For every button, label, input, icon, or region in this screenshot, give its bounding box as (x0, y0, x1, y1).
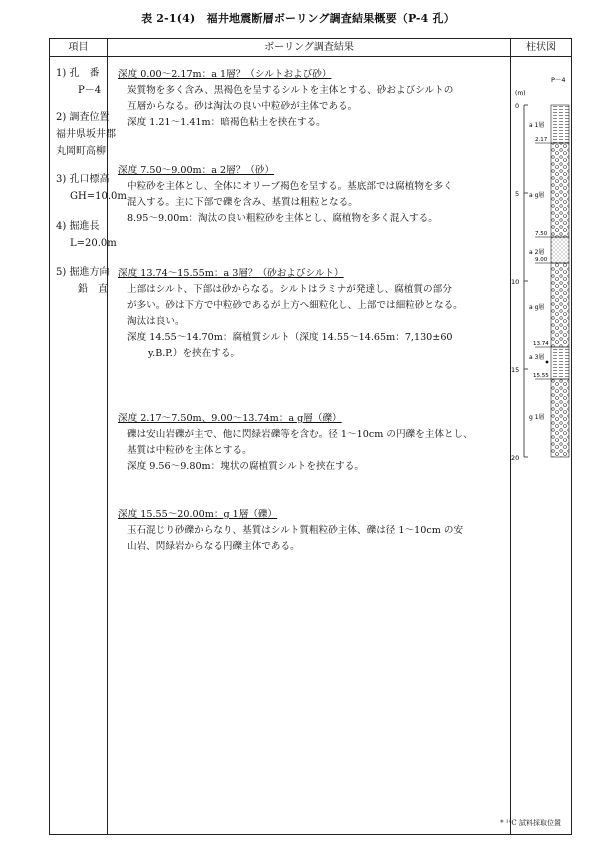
boundary-depth-label: 9.00 (535, 257, 548, 263)
section-text: 互層からなる。砂は淘汰の良い中粒砂が主体である。 (127, 101, 358, 112)
section-text: 淘汰は良い。 (127, 316, 185, 327)
stratum-a1 (551, 105, 569, 143)
section-text: 山岩、閃緑岩からなる円礫主体である。 (127, 541, 300, 552)
items-column (56, 65, 127, 298)
section-text: 8.95～9.00m：淘汰の良い粗粒砂を主体とし、腐植物を多く混入する。 (127, 213, 438, 224)
section-text: 炭質物を多く含み、黒褐色を呈するシルトを主体とする、砂およびシルトの (127, 85, 454, 96)
item-value: 丸岡町高柳 (56, 146, 106, 157)
item-label: 3) 孔口標高 (56, 174, 110, 185)
section-heading: 深度 0.00～2.17m：a 1層？（シルトおよび砂） (118, 69, 332, 80)
depth-tick-group (524, 105, 528, 457)
section-text: が多い。砂は下方で中粒砂であるが上方へ細粒化し、上部では細粒砂となる。 (127, 300, 463, 311)
sample-position-marker (546, 361, 549, 364)
footnote: * ¹⁴C 試料採取位置 (500, 819, 561, 827)
depth-tick-label: 15 (511, 366, 520, 374)
boundary-depth-label: 13.74 (533, 341, 549, 347)
section-text: 礫は安山岩礫が主で、他に閃緑岩礫等を含む。径 1～10cm の円礫を主体とし、 (127, 429, 473, 440)
boundary-depth-label: 15.55 (533, 373, 549, 379)
header-results: ボーリング調査結果 (108, 39, 510, 57)
section-text: 深度 14.55～14.70m：腐植質シルト（深度 14.55～14.65m：7,130±60 (127, 332, 453, 343)
hole-label: P－4 (551, 76, 566, 84)
section-a3 (118, 266, 508, 362)
depth-tick-label: 10 (511, 278, 520, 286)
section-text: 玉石混じり砂礫からなり、基質はシルト質粗粒砂主体、礫は径 1～10cm の安 (127, 525, 464, 536)
section-text: 深度 1.21～1.41m：暗褐色粘土を挟在する。 (127, 117, 326, 128)
item-value: 福井県坂井郡 (56, 129, 116, 140)
section-text: 深度 9.56～9.80m：塊状の腐植質シルトを挟在する。 (127, 461, 364, 472)
depth-unit: (m) (515, 90, 526, 97)
section-g1 (118, 507, 508, 555)
section-heading: 深度 7.50～9.00m：a 2層？（砂） (118, 165, 275, 176)
depth-tick-label: 5 (515, 190, 520, 198)
depth-tick-label: 0 (515, 102, 520, 110)
item-value: L=20.0m (70, 238, 117, 249)
layer-label: g 1層 (529, 414, 545, 421)
layer-label: a 2層 (529, 249, 545, 256)
section-ag (118, 411, 508, 475)
layer-label: a 3層 (529, 354, 545, 361)
item-label: 4) 掘進長 (56, 221, 100, 232)
boundary-depth-label: 7.50 (535, 231, 548, 237)
section-heading: 深度 15.55～20.00m：g 1層（礫） (118, 509, 278, 520)
stratum-a2 (551, 237, 569, 263)
item-label: 1) 孔 番 (56, 68, 100, 79)
section-text: 混入する。主に下部で礫を含み、基質は粗粒となる。 (127, 197, 358, 208)
stratum-ag (551, 263, 569, 347)
item-value: P－4 (78, 85, 102, 96)
item-label: 5) 掘進方向 (56, 267, 110, 278)
page-title: 表 2-1(4) 福井地震断層ボーリング調査結果概要（P-4 孔） (141, 12, 455, 25)
section-heading: 深度 2.17～7.50m、9.00～13.74m：a g層（礫） (118, 413, 342, 424)
item-value: GH=10.0m (70, 191, 127, 202)
header-column: 柱状図 (511, 39, 571, 57)
stratum-a3 (551, 347, 569, 379)
borehole-column-diagram (511, 57, 571, 467)
boundary-depth-label: 2.17 (535, 137, 548, 143)
layer-label: a g層 (529, 304, 545, 311)
section-text: 上部はシルト、下部は砂からなる。シルトはラミナが発達し、腐植質の部分 (127, 284, 452, 295)
section-a1 (118, 67, 508, 131)
results-table (49, 38, 572, 835)
item-label: 2) 調査位置 (56, 112, 110, 123)
section-text: 中粒砂を主体とし、全体にオリーブ褐色を呈する。基底部では腐植物を多く (127, 181, 453, 192)
layer-label: a g層 (529, 192, 545, 199)
depth-tick-label: 20 (511, 454, 520, 462)
section-heading: 深度 13.74～15.55m：a 3層？（砂およびシルト） (118, 268, 344, 279)
item-value: 鉛 直 (78, 284, 108, 295)
section-text: 基質は中粒砂を主体とする。 (127, 445, 252, 456)
stratum-g1 (551, 379, 569, 457)
section-text: y.B.P.）を挟在する。 (148, 348, 241, 359)
header-items: 項目 (50, 39, 107, 57)
layer-label: a 1層 (529, 122, 545, 129)
section-a2 (118, 163, 508, 227)
stratum-ag (551, 143, 569, 237)
